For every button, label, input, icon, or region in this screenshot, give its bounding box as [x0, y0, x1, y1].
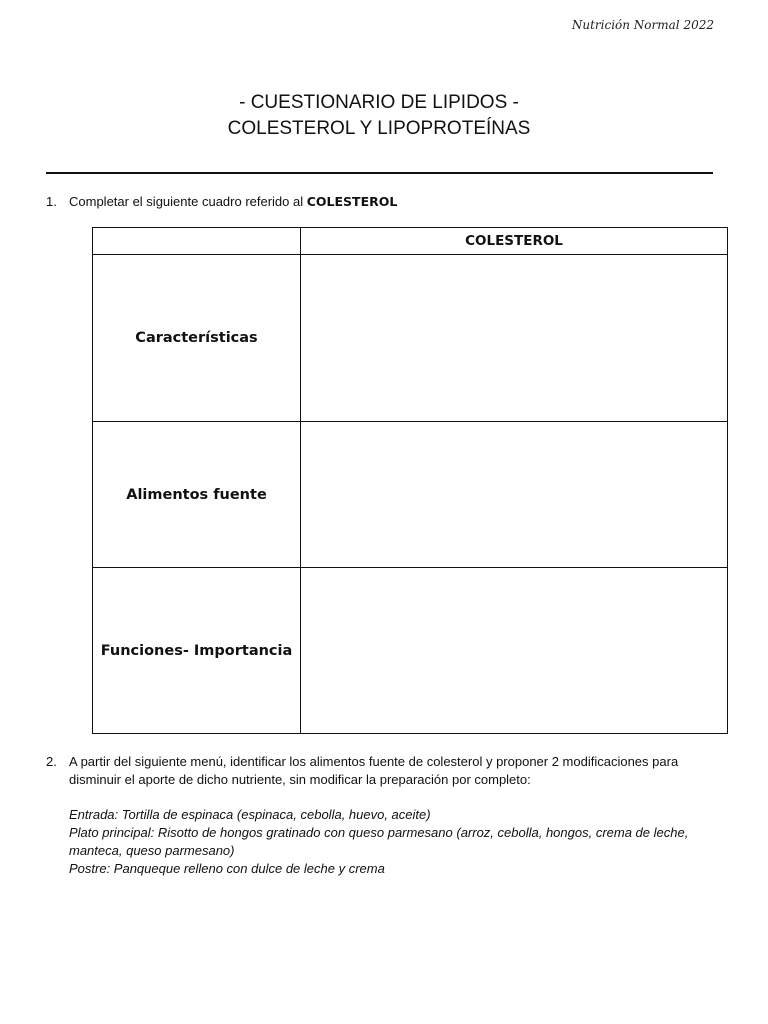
row-label-caracteristicas: Características — [93, 255, 301, 422]
question-2-text: A partir del siguiente menú, identificar los alimentos fuente de colesterol y proponer 2 modificaciones para disminuir el aporte de dicho nutriente, sin modificar la preparación por completo: — [69, 754, 679, 787]
table-row — [93, 422, 728, 568]
course-header-note: Nutrición Normal 2022 — [571, 18, 714, 32]
document-title — [0, 90, 758, 142]
question-1-text — [69, 193, 397, 211]
menu-plato-principal: Plato principal: Risotto de hongos gratinado con queso parmesano (arroz, cebolla, hongos, crema de leche, manteca, queso parmesano) — [69, 825, 689, 858]
question-2 — [46, 753, 726, 789]
title-line-2: COLESTEROL Y LIPOPROTEÍNAS — [227, 118, 531, 139]
table-header-cholesterol: COLESTEROL — [301, 228, 728, 255]
table-header-row — [93, 228, 728, 255]
question-1-number: 1. — [46, 194, 57, 209]
menu-description — [69, 806, 709, 878]
title-divider — [46, 172, 713, 174]
cholesterol-table — [92, 227, 728, 734]
answer-cell-caracteristicas[interactable] — [301, 255, 728, 422]
row-label-funciones-importancia: Funciones- Importancia — [93, 568, 301, 734]
question-1-emphasis: COLESTEROL — [306, 194, 398, 209]
row-label-alimentos-fuente: Alimentos fuente — [93, 422, 301, 568]
table-row — [93, 568, 728, 734]
table-header-empty-cell — [93, 228, 301, 255]
title-line-1: - CUESTIONARIO DE LIPIDOS - — [239, 92, 519, 113]
answer-cell-alimentos-fuente[interactable] — [301, 422, 728, 568]
table-row — [93, 255, 728, 422]
question-2-number: 2. — [46, 754, 57, 769]
question-1-prompt: Completar el siguiente cuadro referido al — [69, 194, 307, 209]
answer-cell-funciones-importancia[interactable] — [301, 568, 728, 734]
menu-entrada: Entrada: Tortilla de espinaca (espinaca, cebolla, huevo, aceite) — [69, 807, 431, 822]
menu-postre: Postre: Panqueque relleno con dulce de leche y crema — [69, 861, 385, 876]
